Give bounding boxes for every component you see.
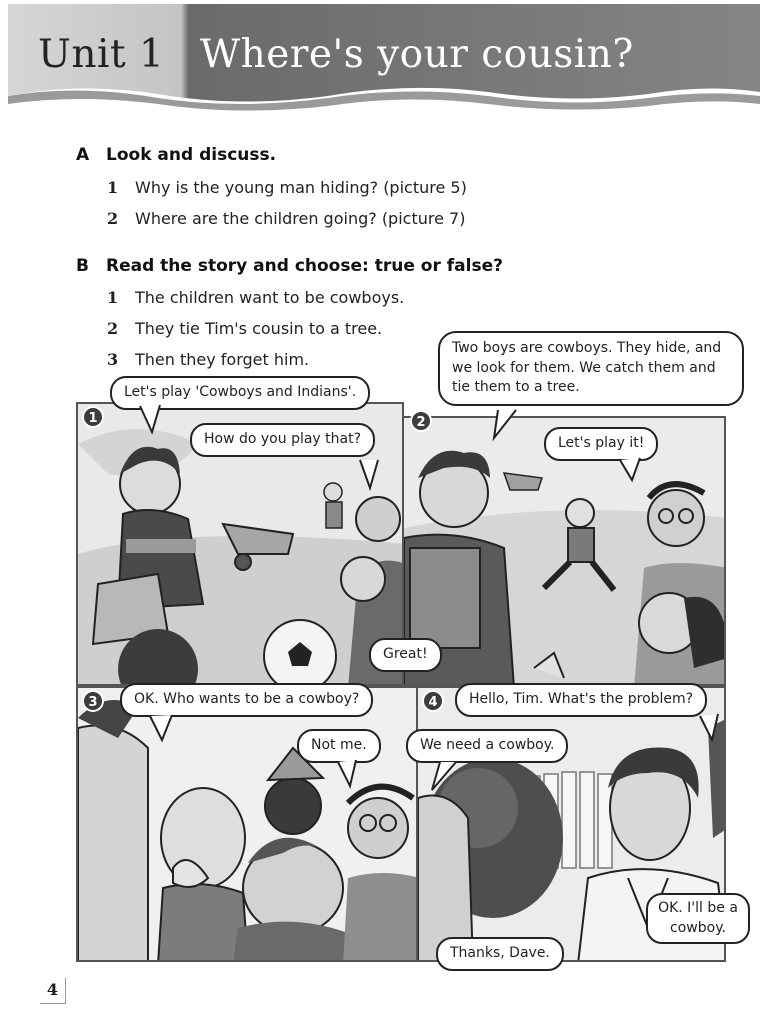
question-number: 1 xyxy=(107,288,119,307)
speech-bubble: Thanks, Dave. xyxy=(436,937,564,971)
unit-label: Unit 1 xyxy=(38,32,165,77)
speech-bubble: Great! xyxy=(369,638,442,672)
question-number: 2 xyxy=(107,209,119,228)
panel-number-1: 1 xyxy=(82,406,104,428)
unit-title: Where's your cousin? xyxy=(200,32,634,77)
question-text: They tie Tim's cousin to a tree. xyxy=(135,319,383,338)
panel-number-3: 3 xyxy=(82,690,104,712)
speech-bubble: Two boys are cowboys. They hide, and we look for them. We catch them and tie them to a tree. xyxy=(438,331,744,406)
speech-bubble: Not me. xyxy=(297,729,381,763)
panel-number-2: 2 xyxy=(410,410,432,432)
question-number: 3 xyxy=(107,350,119,369)
speech-bubble: OK. Who wants to be a cowboy? xyxy=(120,683,373,717)
section-a-letter: A xyxy=(76,145,90,165)
question-text: Then they forget him. xyxy=(135,350,310,369)
speech-bubble: Let's play it! xyxy=(544,427,658,461)
speech-bubble: Hello, Tim. What's the problem? xyxy=(455,683,707,717)
speech-bubble: How do you play that? xyxy=(190,423,375,457)
question-number: 1 xyxy=(107,178,119,197)
question-text: Where are the children going? (picture 7) xyxy=(135,209,466,228)
speech-bubble: Let's play 'Cowboys and Indians'. xyxy=(110,376,370,410)
section-b-title: Read the story and choose: true or false? xyxy=(106,256,503,276)
speech-bubble: OK. I'll be a cowboy. xyxy=(646,893,750,944)
question-text: The children want to be cowboys. xyxy=(135,288,405,307)
question-text: Why is the young man hiding? (picture 5) xyxy=(135,178,467,197)
speech-bubble: We need a cowboy. xyxy=(406,729,568,763)
section-a-title: Look and discuss. xyxy=(106,145,277,165)
question-number: 2 xyxy=(107,319,119,338)
page-number: 4 xyxy=(40,978,66,1004)
section-b-letter: B xyxy=(76,256,89,276)
panel-number-4: 4 xyxy=(422,690,444,712)
